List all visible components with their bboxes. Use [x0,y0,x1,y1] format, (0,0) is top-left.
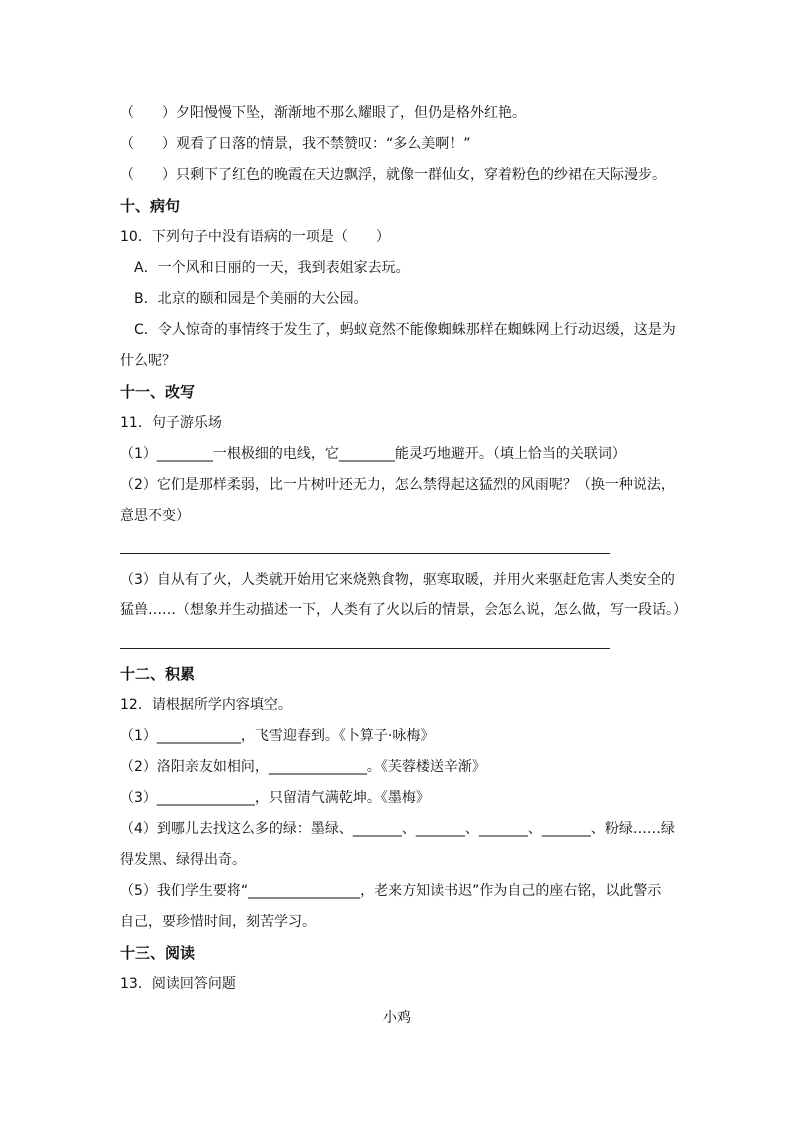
section-10-heading: 十、病句 [120,197,181,215]
question-13: 13．阅读回答问题 [120,976,236,992]
option-c-line2: 什么呢？ [120,353,176,369]
sentence-2: （ ）观看了日落的情景，我不禁赞叹：“多么美啊！” [120,136,471,152]
question-11: 11．句子游乐场 [120,415,222,431]
question-11-part-2-line1: （2）它们是那样柔弱，比一片树叶还无力，怎么禁得起这猛烈的风雨呢？（换一种说法， [120,477,675,493]
question-12-part-2: （2）洛阳亲友如相问，______________。《芙蓉楼送辛渐》 [120,759,486,775]
question-12-part-3: （3）______________，只留清气满乾坤。《墨梅》 [120,790,430,806]
answer-line-1[interactable] [120,553,610,554]
question-12-part-4-line2: 得发黑、绿得出奇。 [120,852,246,868]
option-a: A．一个风和日丽的一天，我到表姐家去玩。 [134,260,410,276]
question-11-part-3-line2: 猛兽……（想象并生动描述一下，人类有了火以后的情景，会怎么说，怎么做，写一段话。） [120,602,687,618]
question-11-part-3-line1: （3）自从有了火，人类就开始用它来烧熟食物，驱寒取暖，并用火来驱赶危害人类安全的 [120,572,675,588]
answer-line-2[interactable] [120,648,610,649]
section-12-heading: 十二、积累 [120,665,196,683]
question-11-part-2-line2: 意思不变） [120,508,190,524]
question-11-part-1: （1）________一根极细的电线，它________能灵巧地避开。（填上恰当的关联词） [120,446,626,462]
section-13-heading: 十三、阅读 [120,944,196,962]
question-12-part-4-line1: （4）到哪儿去找这么多的绿：墨绿、_______、_______、_______、_______、粉绿……绿 [120,821,675,837]
option-c-line1: C．令人惊奇的事情终于发生了，蚂蚁竟然不能像蜘蛛那样在蜘蛛网上行动迟缓，这是为 [134,322,676,338]
question-12: 12．请根据所学内容填空。 [120,697,292,713]
question-12-part-1: （1）____________，飞雪迎春到。《卜算子·咏梅》 [120,728,435,744]
question-12-part-5-line2: 自己，要珍惜时间，刻苦学习。 [120,914,316,930]
sentence-1: （ ）夕阳慢慢下坠，渐渐地不那么耀眼了，但仍是格外红艳。 [120,105,526,121]
sentence-3: （ ）只剩下了红色的晚霞在天边飘浮，就像一群仙女，穿着粉色的纱裙在天际漫步。 [120,167,666,183]
question-12-part-5-line1: （5）我们学生要将“________________，老来方知读书迟”作为自己的座右铭，以此警示 [120,883,662,899]
passage-title: 小鸡 [383,1010,411,1026]
question-10: 10．下列句子中没有语病的一项是（ ） [120,229,390,245]
option-b: B．北京的颐和园是个美丽的大公园。 [134,291,368,307]
section-11-heading: 十一、改写 [120,383,196,401]
